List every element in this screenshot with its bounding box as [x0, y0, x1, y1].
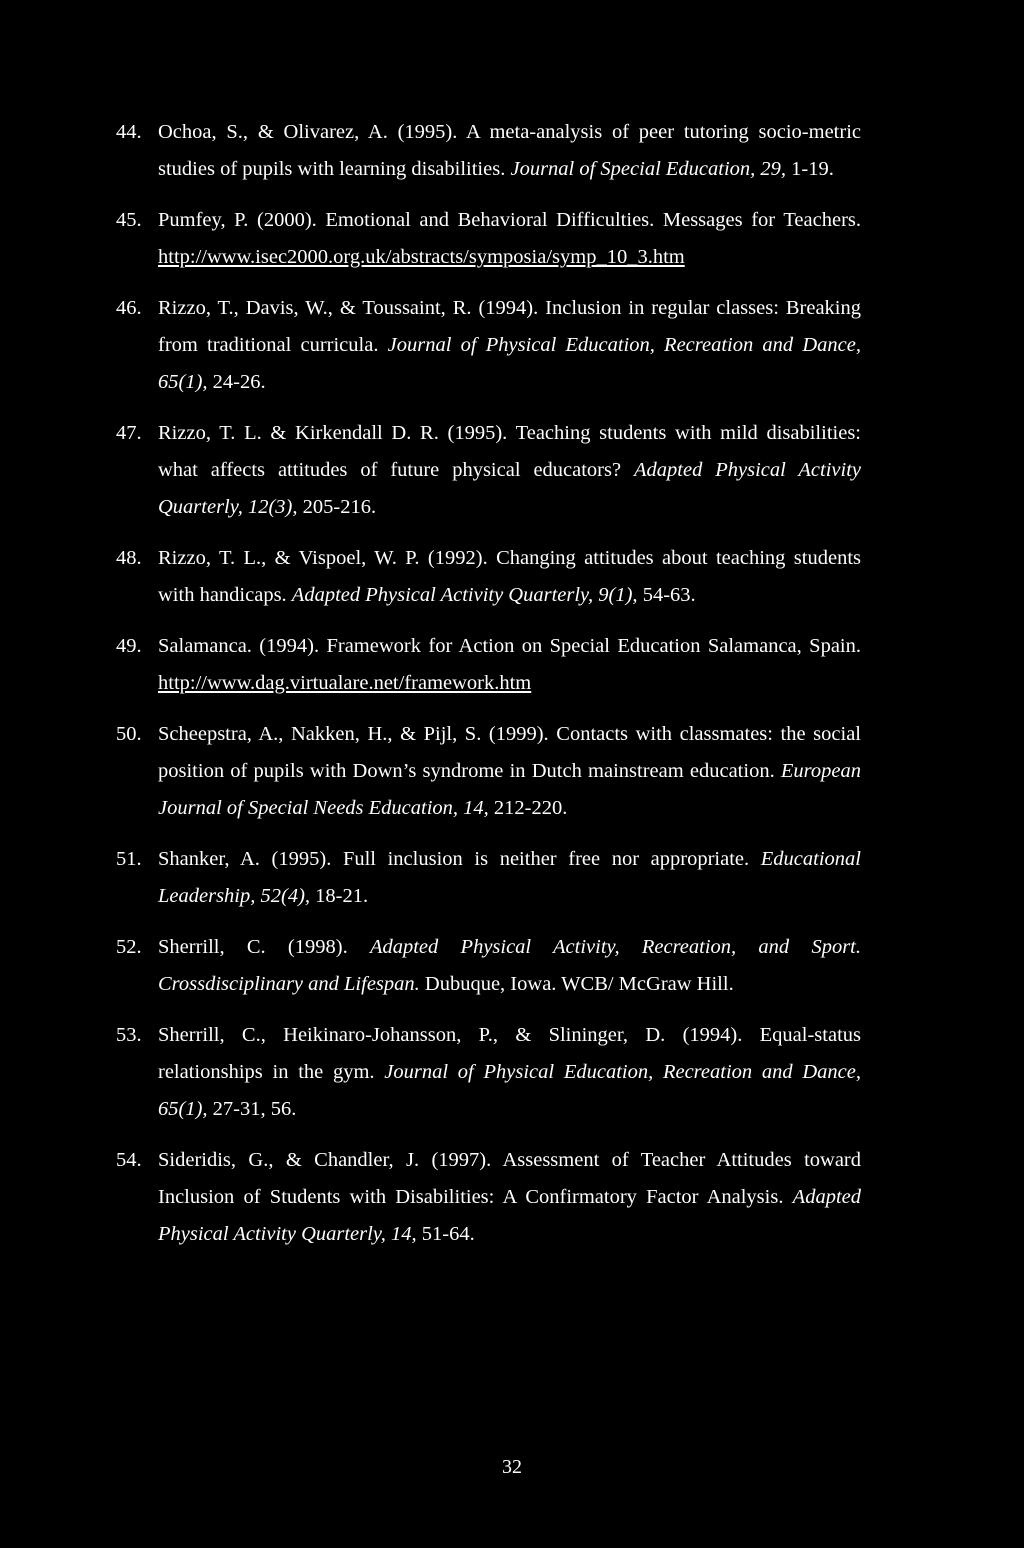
reference-text	[158, 716, 861, 827]
reference-entry	[116, 929, 861, 1003]
reference-segment: Rizzo, T. L. & Kirkendall D. R. (1995). Teaching students with mild disabilities: what affects attitudes of future physical educators?	[158, 422, 861, 481]
reference-segment: Scheepstra, A., Nakken, H., & Pijl, S. (1999). Contacts with classmates: the social position of pupils with Down’s syndrome in Dutch mainstream education.	[158, 723, 861, 782]
reference-source-title: European Journal of Special Needs Education, 14,	[158, 760, 861, 819]
reference-entry	[116, 114, 861, 188]
reference-text	[158, 1142, 861, 1253]
reference-text	[158, 114, 861, 188]
reference-text	[158, 415, 861, 526]
reference-segment: 18-21.	[310, 885, 369, 907]
reference-segment: Sideridis, G., & Chandler, J. (1997). Assessment of Teacher Attitudes toward Inclusion of Students with Disabilities: A Confirmatory Factor Analysis.	[158, 1149, 861, 1208]
reference-text	[158, 929, 861, 1003]
reference-entry	[116, 1142, 861, 1253]
reference-number: 51.	[116, 848, 142, 870]
reference-segment: Sherrill, C. (1998).	[158, 936, 370, 958]
reference-number: 50.	[116, 723, 142, 745]
reference-entry	[116, 415, 861, 526]
reference-source-title: Journal of Physical Education, Recreation and Dance, 65(1),	[158, 334, 861, 393]
reference-number: 44.	[116, 121, 142, 143]
reference-number: 54.	[116, 1149, 142, 1171]
reference-number: 47.	[116, 422, 142, 444]
reference-source-title: Adapted Physical Activity Quarterly, 12(3),	[158, 459, 861, 518]
reference-number: 48.	[116, 547, 142, 569]
reference-segment: Salamanca. (1994). Framework for Action on Special Education Salamanca, Spain.	[158, 635, 861, 657]
reference-number: 53.	[116, 1024, 142, 1046]
reference-segment: Dubuque, Iowa. WCB/ McGraw Hill.	[419, 973, 734, 995]
reference-segment: Pumfey, P. (2000). Emotional and Behavioral Difficulties. Messages for Teachers.	[158, 209, 861, 231]
reference-list	[116, 114, 861, 1267]
reference-entry	[116, 716, 861, 827]
reference-segment: 24-26.	[207, 371, 266, 393]
reference-entry	[116, 841, 861, 915]
reference-segment: 1-19.	[786, 158, 834, 180]
reference-segment: 54-63.	[637, 584, 696, 606]
reference-text	[158, 1017, 861, 1128]
reference-number: 49.	[116, 635, 142, 657]
reference-source-title: Adapted Physical Activity Quarterly, 14,	[158, 1186, 861, 1245]
reference-number: 45.	[116, 209, 142, 231]
reference-segment: Rizzo, T. L., & Vispoel, W. P. (1992). Changing attitudes about teaching students with handicaps.	[158, 547, 861, 606]
reference-entry	[116, 628, 861, 702]
reference-segment: 212-220.	[488, 797, 568, 819]
reference-segment: 27-31, 56.	[207, 1098, 297, 1120]
reference-segment: Shanker, A. (1995). Full inclusion is neither free nor appropriate.	[158, 848, 761, 870]
reference-number: 52.	[116, 936, 142, 958]
reference-source-title: Journal of Physical Education, Recreation and Dance, 65(1),	[158, 1061, 861, 1120]
reference-text	[158, 841, 861, 915]
reference-text	[158, 628, 861, 702]
reference-segment: Ochoa, S., & Olivarez, A. (1995). A meta-analysis of peer tutoring socio-metric studies of pupils with learning disabilities.	[158, 121, 861, 180]
reference-entry	[116, 290, 861, 401]
reference-segment: 51-64.	[416, 1223, 475, 1245]
reference-entry	[116, 540, 861, 614]
reference-url-link[interactable]: http://www.isec2000.org.uk/abstracts/symposia/symp_10_3.htm	[158, 246, 685, 268]
reference-source-title: Journal of Special Education, 29,	[510, 158, 787, 180]
reference-url-link[interactable]: http://www.dag.virtualare.net/framework.htm	[158, 672, 532, 694]
reference-segment: Sherrill, C., Heikinaro-Johansson, P., & Slininger, D. (1994). Equal-status relationships in the gym.	[158, 1024, 861, 1083]
reference-source-title: Educational Leadership, 52(4),	[158, 848, 861, 907]
reference-number: 46.	[116, 297, 142, 319]
reference-segment: 205-216.	[297, 496, 377, 518]
reference-text	[158, 540, 861, 614]
reference-segment: Rizzo, T., Davis, W., & Toussaint, R. (1994). Inclusion in regular classes: Breaking from traditional curricula.	[158, 297, 861, 356]
reference-entry	[116, 1017, 861, 1128]
reference-entry	[116, 202, 861, 276]
reference-text	[158, 202, 861, 276]
page-number: 32	[502, 1456, 522, 1478]
reference-text	[158, 290, 861, 401]
reference-source-title: Adapted Physical Activity, Recreation, and Sport. Crossdisciplinary and Lifespan.	[158, 936, 861, 995]
reference-source-title: Adapted Physical Activity Quarterly, 9(1),	[291, 584, 638, 606]
